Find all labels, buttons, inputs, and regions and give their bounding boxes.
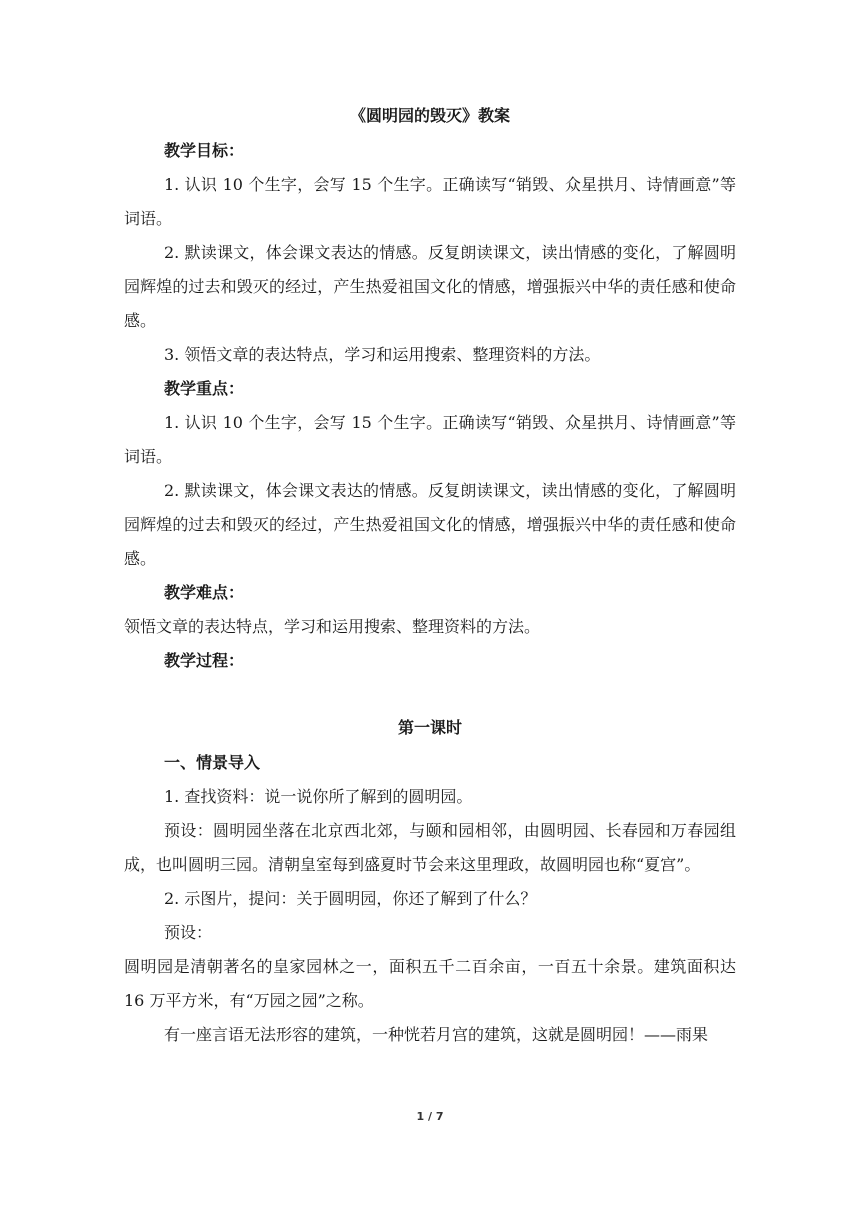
goal-item: 3. 领悟文章的表达特点，学习和运用搜索、整理资料的方法。 <box>164 345 601 364</box>
goal-item: 1. 认识 10 个生字，会写 15 个生字。正确读写“销毁、众星拱月、诗情画意”等词语。 <box>124 175 736 228</box>
section-spacer <box>124 678 736 710</box>
section-item: 预设： <box>164 923 213 942</box>
quote-paragraph: 有一座言语无法形容的建筑，一种恍若月宫的建筑，这就是圆明园！——雨果 <box>164 1025 709 1044</box>
key-point-item: 1. 认识 10 个生字，会写 15 个生字。正确读写“销毁、众星拱月、诗情画意”等词语。 <box>124 413 736 466</box>
section-heading: 一、情景导入 <box>164 753 261 772</box>
key-points-heading: 教学重点： <box>164 379 245 398</box>
section-item: 预设：圆明园坐落在北京西北郊，与颐和园相邻，由圆明园、长春园和万春园组成，也叫圆明三园。清朝皇室每到盛夏时节会来这里理政，故圆明园也称“夏宫”。 <box>124 821 736 874</box>
difficulty-text: 领悟文章的表达特点，学习和运用搜索、整理资料的方法。 <box>124 617 541 636</box>
key-point-item: 2. 默读课文，体会课文表达的情感。反复朗读课文，读出情感的变化，了解圆明园辉煌的过去和毁灭的经过，产生热爱祖国文化的情感，增强振兴中华的责任感和使命感。 <box>124 481 736 568</box>
document-title: 《圆明园的毁灭》教案 <box>349 106 510 125</box>
lesson-title: 第一课时 <box>397 718 462 737</box>
preset-paragraph: 圆明园是清朝著名的皇家园林之一，面积五千二百余亩，一百五十余景。建筑面积达 16 万平方米，有“万园之园”之称。 <box>124 957 736 1010</box>
goals-heading: 教学目标： <box>164 141 245 160</box>
document-body <box>124 98 736 1052</box>
process-heading: 教学过程： <box>164 651 245 670</box>
page-number: 1 / 7 <box>416 1110 444 1123</box>
section-item: 1. 查找资料：说一说你所了解到的圆明园。 <box>164 787 473 806</box>
difficulty-heading: 教学难点： <box>164 583 245 602</box>
goal-item: 2. 默读课文，体会课文表达的情感。反复朗读课文，读出情感的变化，了解圆明园辉煌的过去和毁灭的经过，产生热爱祖国文化的情感，增强振兴中华的责任感和使命感。 <box>124 243 736 330</box>
section-item: 2. 示图片，提问：关于圆明园，你还了解到了什么？ <box>164 889 537 908</box>
